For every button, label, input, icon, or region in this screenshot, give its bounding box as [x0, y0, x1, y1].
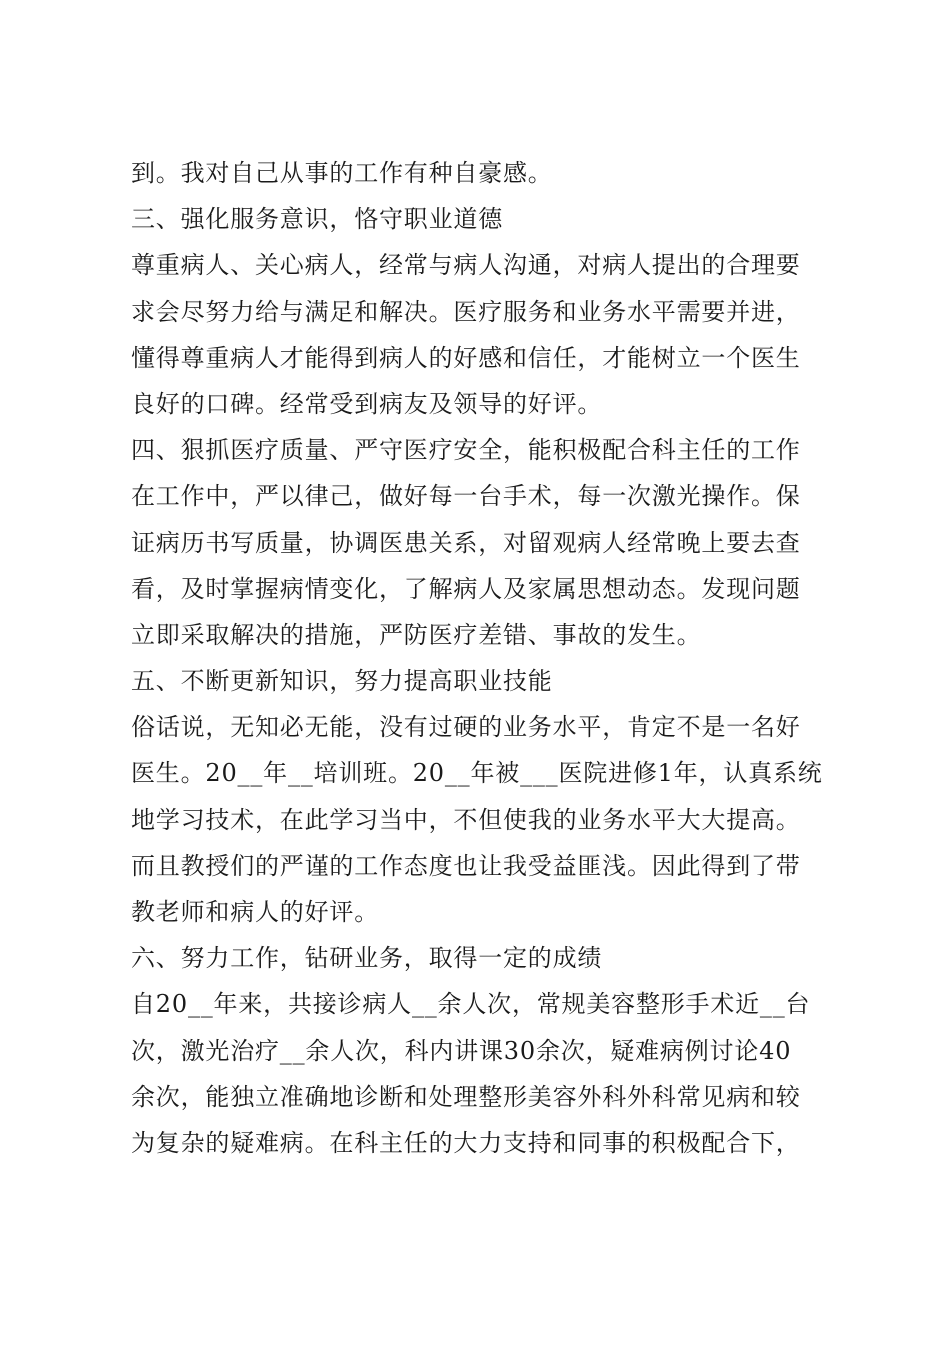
- document-body: [131, 150, 831, 1166]
- text-line: 立即采取解决的措施，严防医疗差错、事故的发生。: [131, 620, 702, 649]
- text-line: 医生。20__年__培训班。20__年被___医院进修1年，认真系统: [131, 759, 823, 788]
- text-line: 而且教授们的严谨的工作态度也让我受益匪浅。因此得到了带: [131, 851, 801, 880]
- text-line: 为复杂的疑难病。在科主任的大力支持和同事的积极配合下，: [131, 1128, 801, 1157]
- section-heading: 四、狠抓医疗质量、严守医疗安全，能积极配合科主任的工作: [131, 436, 801, 465]
- text-line: 自20__年来，共接诊病人__余人次，常规美容整形手术近__台: [131, 990, 811, 1019]
- section-heading: 三、强化服务意识，恪守职业道德: [131, 205, 503, 234]
- text-line: 余次，能独立准确地诊断和处理整形美容外科外科常见病和较: [131, 1082, 801, 1111]
- text-line: 懂得尊重病人才能得到病人的好感和信任，才能树立一个医生: [131, 343, 801, 372]
- text-line: 证病历书写质量，协调医患关系，对留观病人经常晚上要去查: [131, 528, 801, 557]
- text-line: 地学习技术，在此学习当中，不但使我的业务水平大大提高。: [131, 805, 801, 834]
- text-line: 到。我对自己从事的工作有种自豪感。: [131, 159, 553, 187]
- text-line: 次，激光治疗__余人次，科内讲课30余次，疑难病例讨论40: [131, 1036, 792, 1065]
- text-line: 在工作中，严以律己，做好每一台手术，每一次激光操作。保: [131, 482, 801, 511]
- section-heading: 五、不断更新知识，努力提高职业技能: [131, 667, 553, 696]
- text-line: 良好的口碑。经常受到病友及领导的好评。: [131, 389, 603, 418]
- text-line: 俗话说，无知必无能，没有过硬的业务水平，肯定不是一名好: [131, 713, 801, 742]
- text-line: 求会尽努力给与满足和解决。医疗服务和业务水平需要并进，: [131, 297, 801, 326]
- text-line: 教老师和病人的好评。: [131, 898, 379, 926]
- text-line: 尊重病人、关心病人，经常与病人沟通，对病人提出的合理要: [131, 251, 801, 280]
- section-heading: 六、努力工作，钻研业务，取得一定的成绩: [131, 944, 603, 973]
- text-line: 看，及时掌握病情变化，了解病人及家属思想动态。发现问题: [131, 574, 801, 603]
